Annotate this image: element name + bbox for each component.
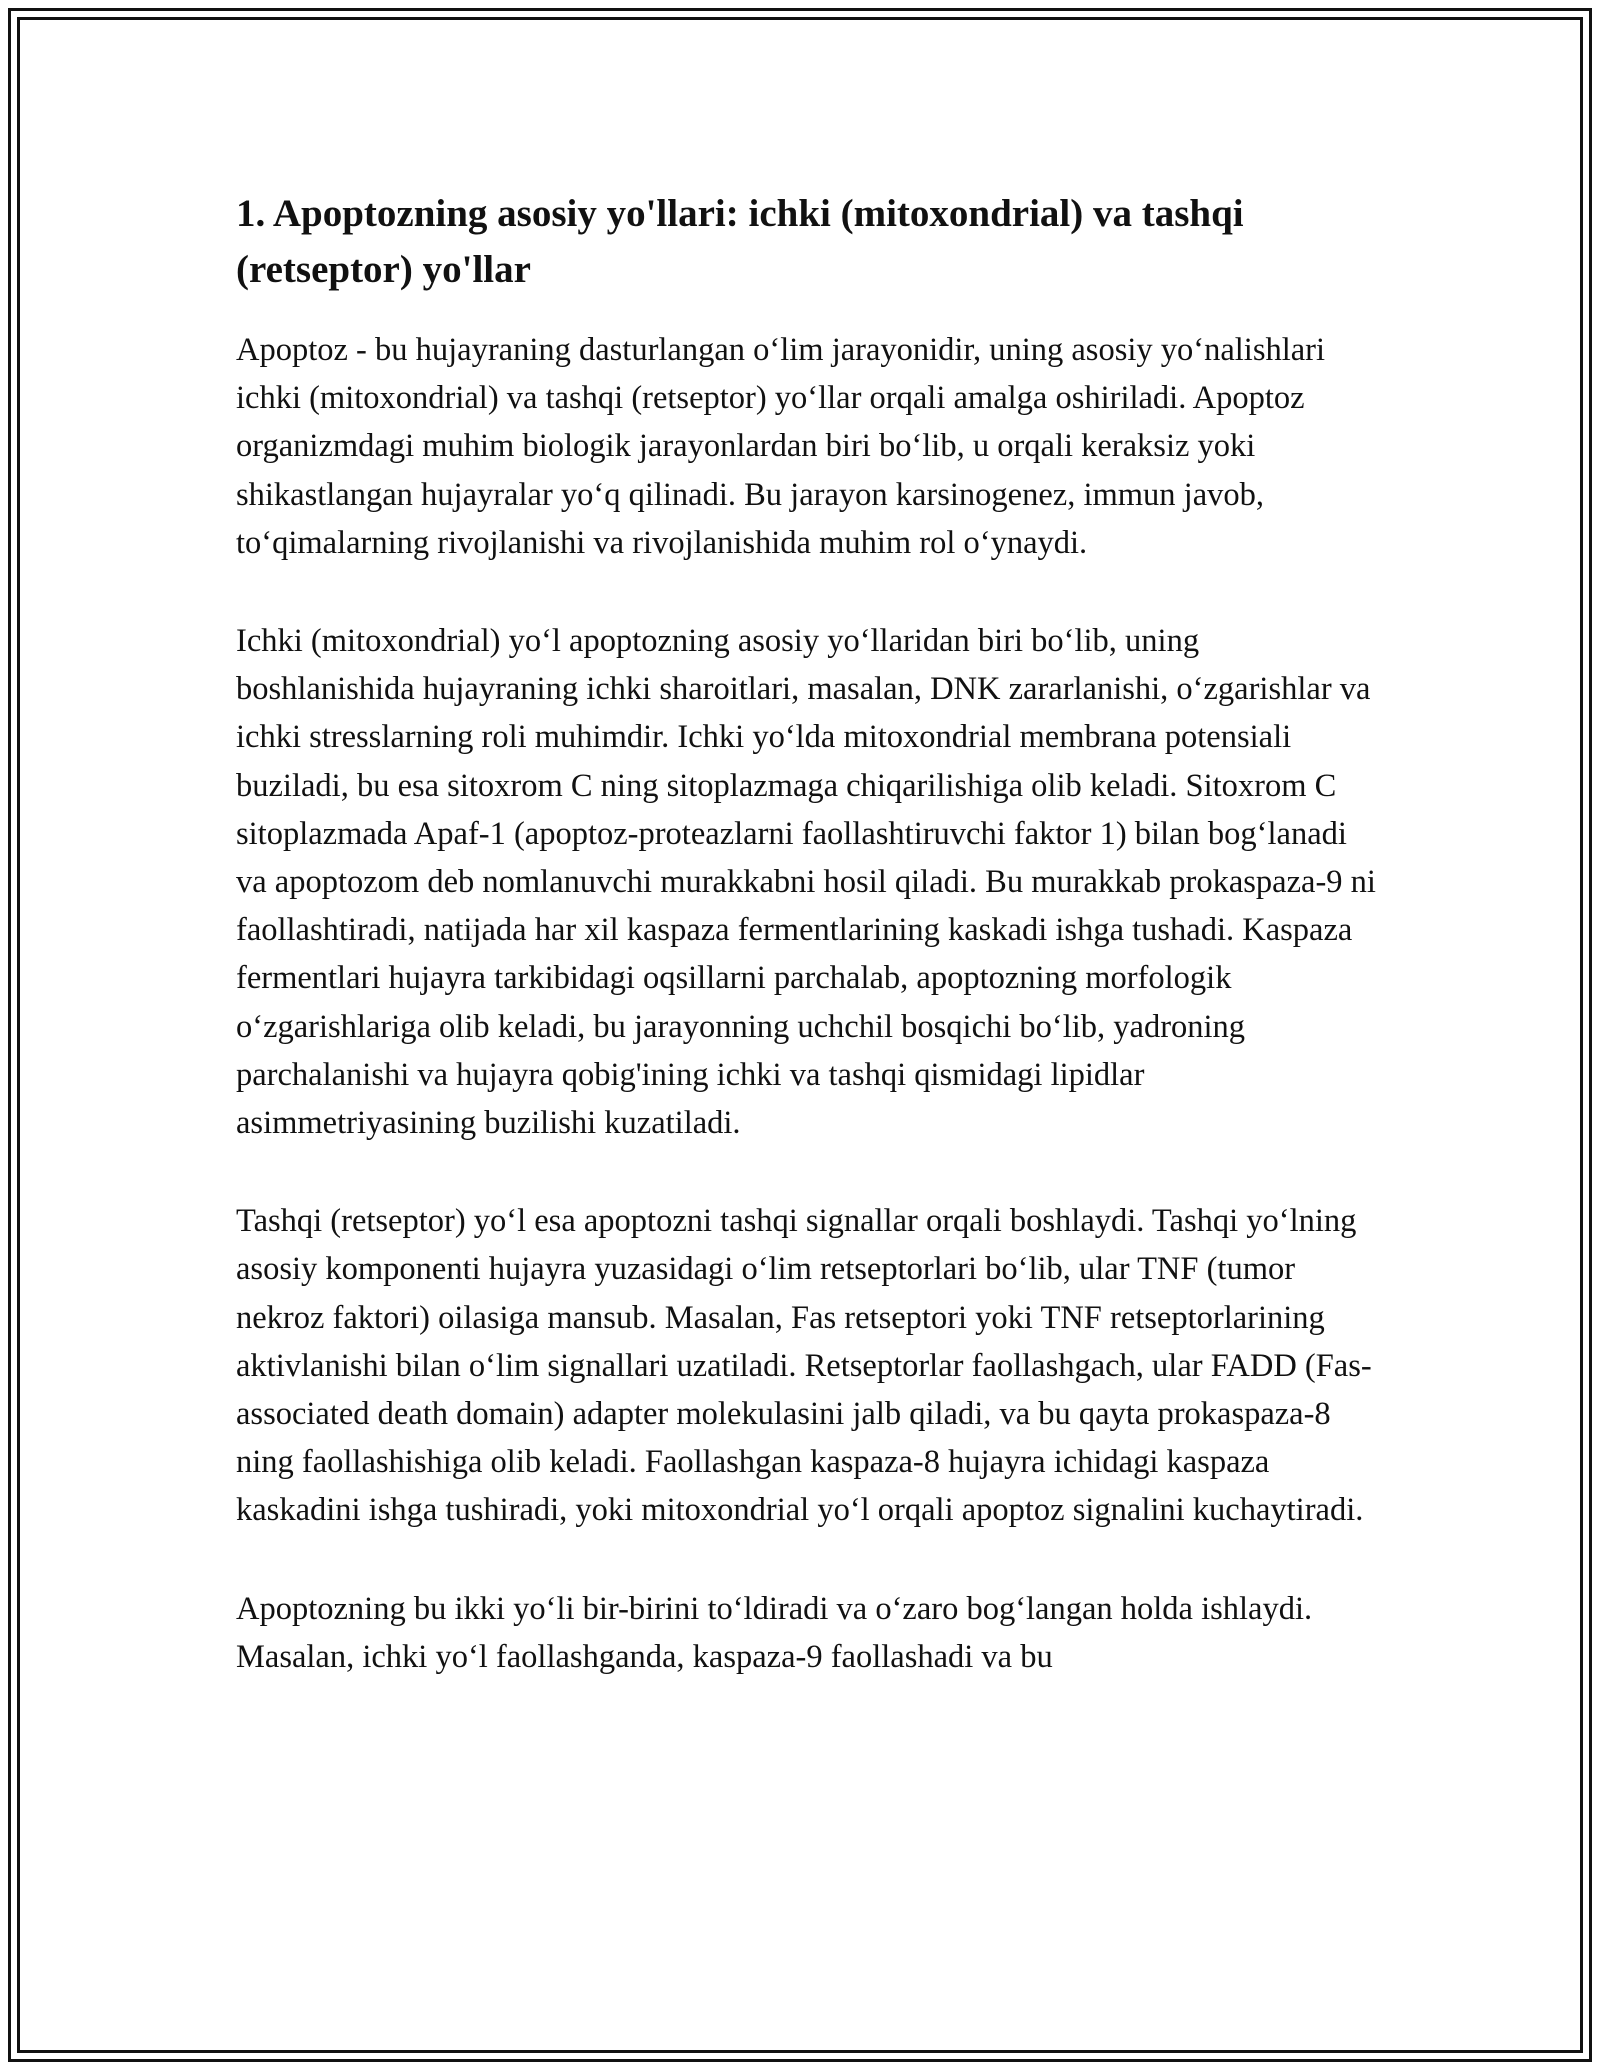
section-heading: 1. Apoptozning asosiy yo'llari: ichki (mitoxondrial) va tashqi (retseptor) yo'llar: [236, 192, 1244, 291]
paragraph-intrinsic-pathway: Ichki (mitoxondrial) yo‘l apoptozning asosiy yo‘llaridan biri bo‘lib, uning boshlanishida hujayraning ichki sharoitlari, masalan, DNK zararlanishi, o‘zgarishlar va ichki stresslarning roli muhimdir. Ichki yo‘lda mitoxondrial membrana potensiali buziladi, bu esa sitoxrom C ning sitoplazmaga chiqarilishiga olib keladi. Sitoxrom C sitoplazmada Apaf-1 (apoptoz-proteazlarni faollashtiruvchi faktor 1) bilan bog‘lanadi va apoptozom deb nomlanuvchi murakkabni hosil qiladi. Bu murakkab prokaspaza-9 ni faollashtiradi, natijada har xil kaspaza fermentlarining kaskadi ishga tushadi. Kaspaza fermentlari hujayra tarkibidagi oqsillarni parchalab, apoptozning morfologik o‘zgarishlariga olib keladi, bu jarayonning uchchil bosqichi bo‘lib, yadroning parchalanishi va hujayra qobig'ining ichki va tashqi qismidagi lipidlar asimmetriyasining buzilishi kuzatiladi.: [236, 623, 1376, 1142]
document-body: [236, 186, 1376, 1731]
paragraph-intro: Apoptoz - bu hujayraning dasturlangan o‘lim jarayonidir, uning asosiy yo‘nalishlari ichki (mitoxondrial) va tashqi (retseptor) yo‘llar orqali amalga oshiriladi. Apoptoz organizmdagi muhim biologik jarayonlardan biri bo‘lib, u orqali keraksiz yoki shikastlangan hujayralar yo‘q qilinadi. Bu jarayon karsinogenez, immun javob, to‘qimalarning rivojlanishi va rivojlanishida muhim rol o‘ynaydi.: [236, 332, 1326, 561]
paragraph-extrinsic-pathway: Tashqi (retseptor) yo‘l esa apoptozni tashqi signallar orqali boshlaydi. Tashqi yo‘lning asosiy komponenti hujayra yuzasidagi o‘lim retseptorlari bo‘lib, ular TNF (tumor nekroz faktori) oilasiga mansub. Masalan, Fas retseptori yoki TNF retseptorlarining aktivlanishi bilan o‘lim signallari uzatiladi. Retseptorlar faollashgach, ular FADD (Fas-associated death domain) adapter molekulasini jalb qiladi, va bu qayta prokaspaza-8 ning faollashishiga olib keladi. Faollashgan kaspaza-8 hujayra ichidagi kaspaza kaskadini ishga tushiradi, yoki mitoxondrial yo‘l orqali apoptoz signalini kuchaytiradi.: [236, 1203, 1372, 1529]
paragraph-pathway-interaction: Apoptozning bu ikki yo‘li bir-birini to‘ldiradi va o‘zaro bog‘langan holda ishlaydi. Masalan, ichki yo‘l faollashganda, kaspaza-9 faollashadi va bu: [236, 1590, 1313, 1675]
